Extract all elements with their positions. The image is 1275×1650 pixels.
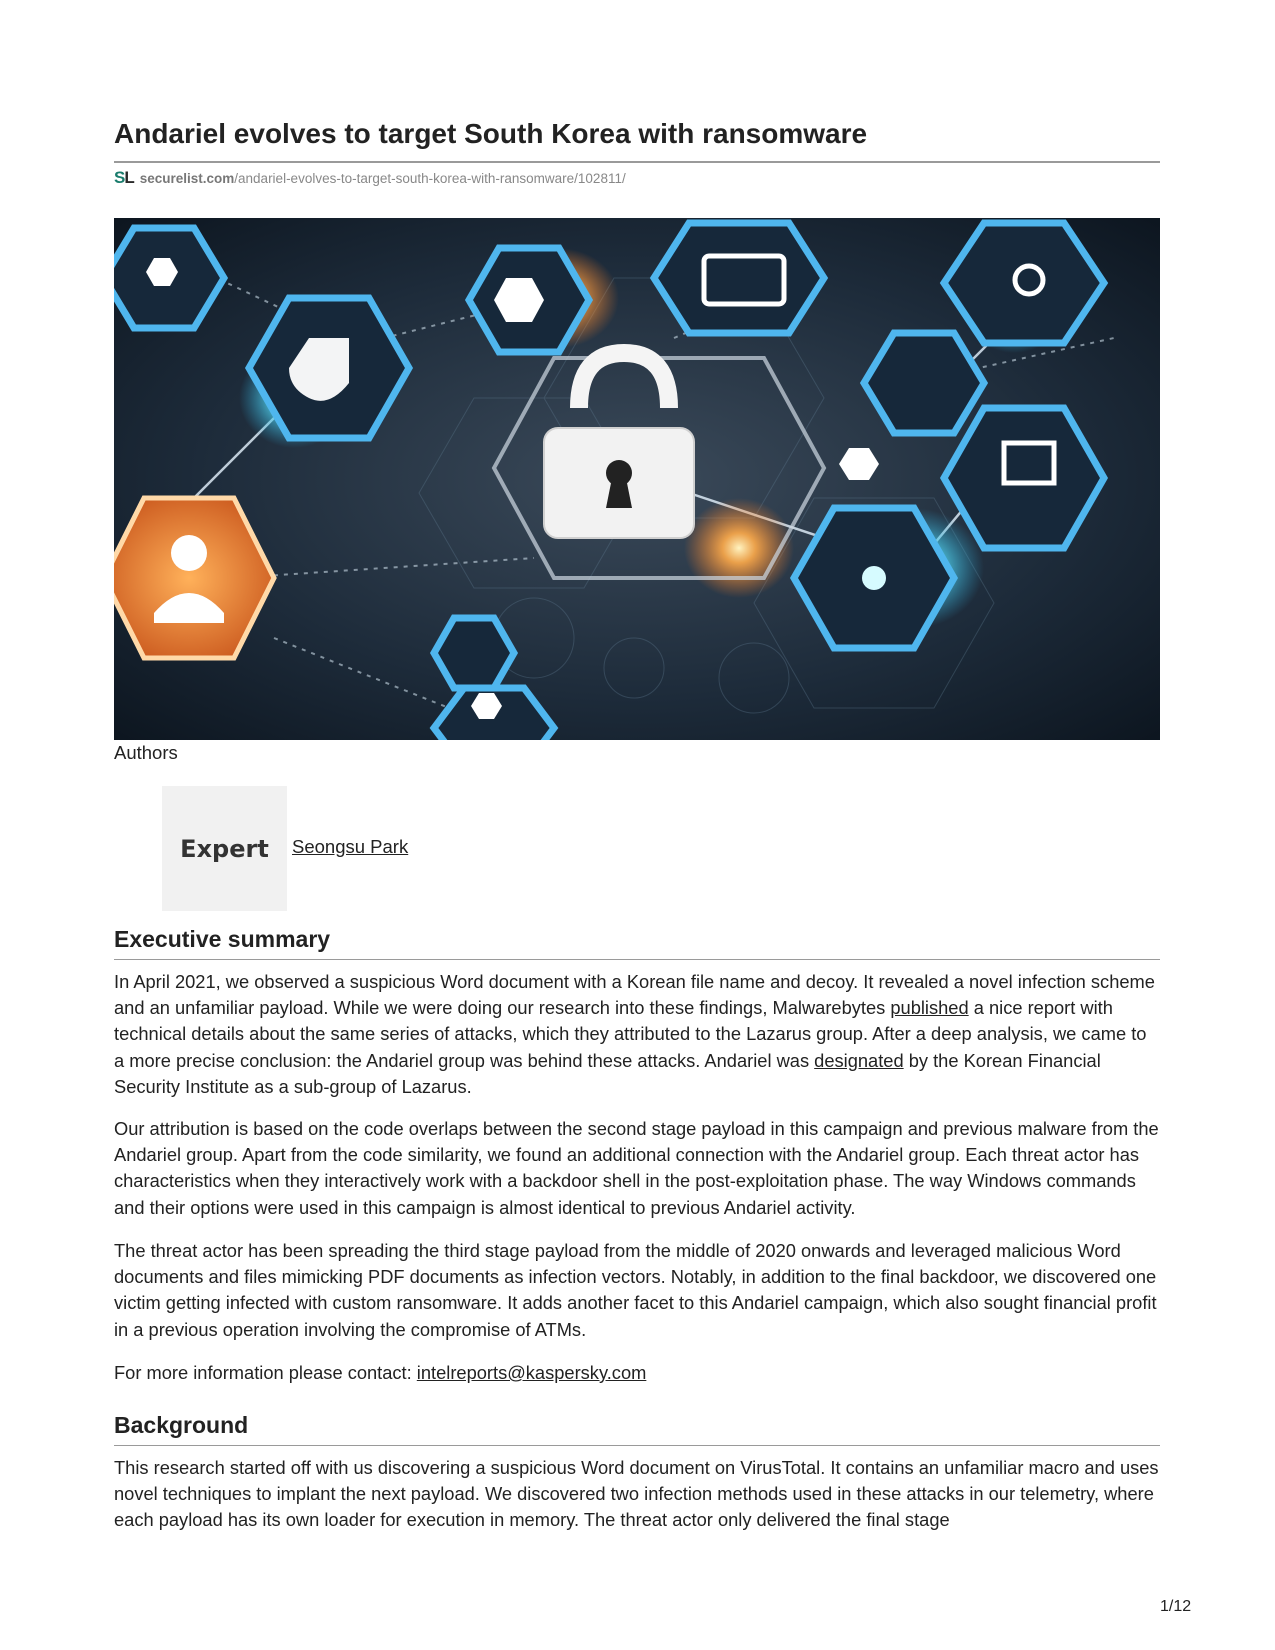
contact-paragraph: For more information please contact: intelreports@kaspersky.com xyxy=(114,1362,647,1383)
source-path: /andariel-evolves-to-target-south-korea-with-ransomware/102811/ xyxy=(234,170,626,186)
page-title: Andariel evolves to target South Korea with ransomware xyxy=(114,118,868,149)
author-link[interactable]: Seongsu Park xyxy=(292,836,409,857)
executive-paragraph-2: Our attribution is based on the code overlaps between the second stage payload in this campaign and previous malware from the Andariel group. Apart from the code similarity, we found an additional connection with the Andariel group. Each threat actor has characteristics when they interactively work with a backdoor shell in the post-exploitation phase. The way Windows commands and their options were used in this campaign is almost identical to previous Andariel activity. xyxy=(114,1118,1159,1218)
page-number: 1/12 xyxy=(1160,1598,1192,1615)
executive-summary-divider xyxy=(114,959,1160,960)
contact-email-link[interactable]: intelreports@kaspersky.com xyxy=(416,1362,647,1383)
background-paragraph-1: This research started off with us discovering a suspicious Word document on VirusTotal. It contains an unfamiliar macro and uses novel techniques to implant the next payload. We discovered two infection methods used in these attacks in our telemetry, where each payload has its own loader for execution in memory. The threat actor only delivered the final stage xyxy=(114,1457,1159,1531)
executive-summary-heading: Executive summary xyxy=(114,926,331,952)
author-avatar: Expert xyxy=(162,786,287,911)
source-domain: securelist.com xyxy=(139,170,235,186)
hero-image xyxy=(114,218,1160,740)
designated-link[interactable]: designated xyxy=(814,1049,904,1071)
published-link[interactable]: published xyxy=(890,997,969,1019)
background-divider xyxy=(114,1445,1160,1446)
background-heading: Background xyxy=(114,1412,249,1438)
securelist-logo: SL xyxy=(114,168,134,187)
title-divider xyxy=(114,161,1160,163)
authors-label: Authors xyxy=(114,742,178,763)
executive-paragraph-3: The threat actor has been spreading the third stage payload from the middle of 2020 onwards and leveraged malicious Word documents and files mimicking PDF documents as infection vectors. Notably, in addition to the final backdoor, we discovered one victim getting infected with custom ransomware. It adds another facet to this Andariel campaign, which also sought financial profit in a previous operation involving the compromise of ATMs. xyxy=(114,1240,1157,1340)
source-url[interactable] xyxy=(114,170,626,186)
executive-paragraph-1: In April 2021, we observed a suspicious Word document with a Korean file name and decoy. It revealed a novel infection scheme and an unfamiliar payload. While we were doing our research into these findings, Malwarebytes published a nice report with technical details about the same series of attacks, which they attributed to the Lazarus group. After a deep analysis, we came to a more precise conclusion: the Andariel group was behind these attacks. Andariel was designated by the Korean Financial Security Institute as a sub-group of Lazarus. xyxy=(114,971,1155,1097)
